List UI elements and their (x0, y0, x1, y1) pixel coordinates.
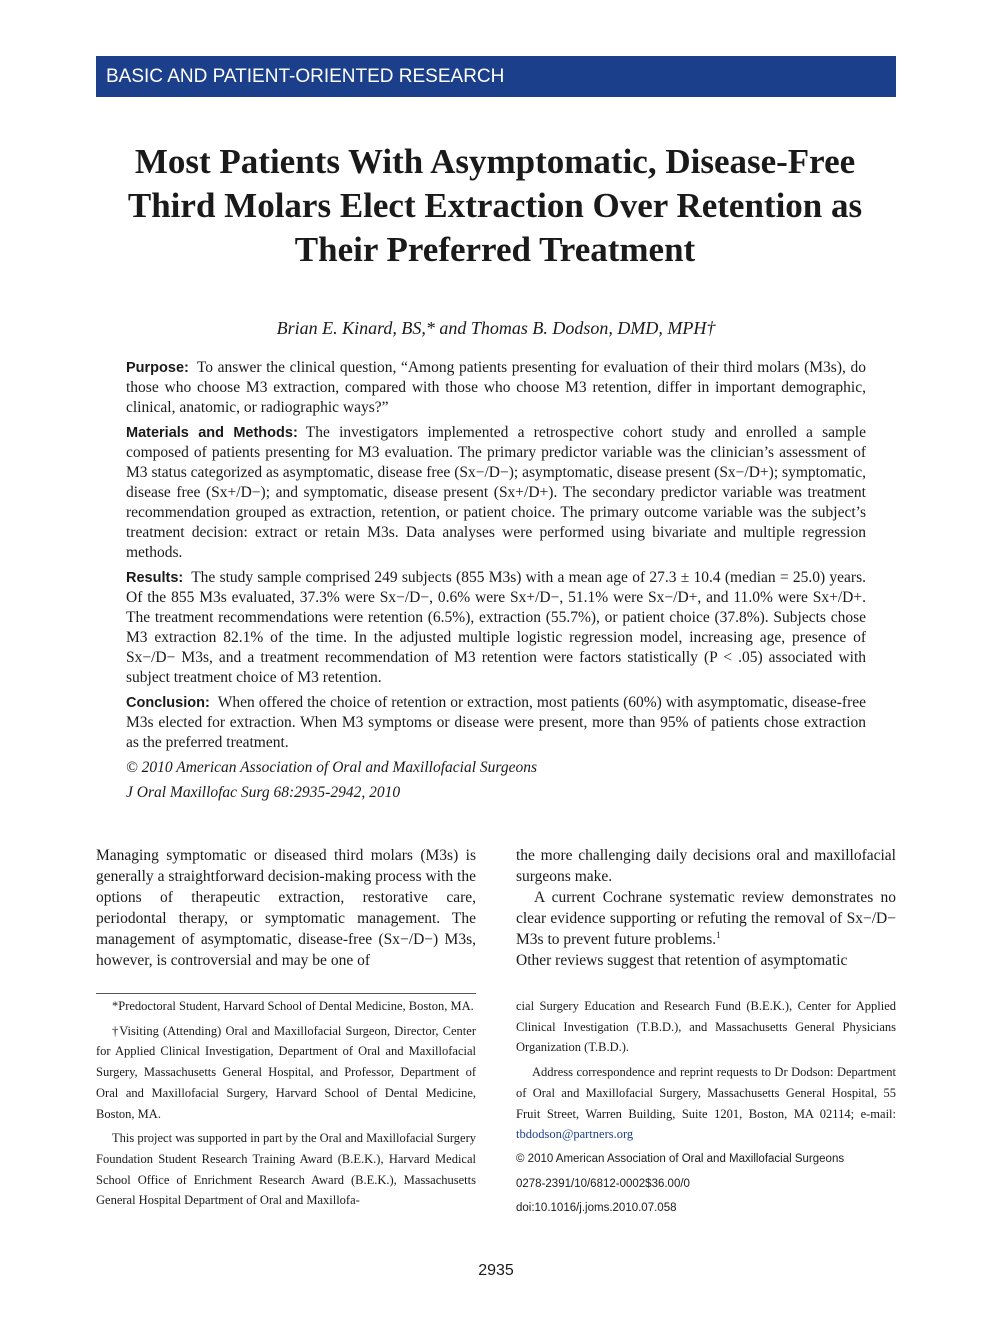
abstract-copyright: © 2010 American Association of Oral and Maxillofacial Surgeons (126, 759, 538, 776)
abstract-purpose (126, 358, 866, 418)
body-paragraph: Other reviews suggest that retention of asymptomatic (516, 952, 848, 969)
body-paragraph: Managing symptomatic or diseased third molars (M3s) is generally a straightforward decision-making process with the options of therapeutic extraction, restorative care, periodontal therapy, or symptomatic management. The management of asymptomatic, disease-free (Sx−/D−) M3s, however, is controversial and may be one of (96, 847, 476, 969)
body-column-left (96, 845, 476, 971)
page-number: 2935 (478, 1262, 514, 1279)
abstract-results (126, 568, 866, 688)
body-paragraph: the more challenging daily decisions oral and maxillofacial surgeons make. (516, 847, 896, 885)
footnote: cial Surgery Education and Research Fund (B.E.K.), Center for Applied Clinical Investigation (T.B.D.), and Massachusetts General Physicians Organization (T.B.D.). (516, 999, 896, 1055)
footnotes-left (96, 996, 476, 1215)
footnote: This project was supported in part by the Oral and Maxillofacial Surgery Foundation Student Research Training Award (B.E.K.), Harvard Medical School Office of Enrichment Research Award (B.E.K.), Massachusetts General Hospital Department of Oral and Maxillofa- (96, 1131, 476, 1208)
footnotes-right (516, 996, 896, 1223)
issn: 0278-2391/10/6812-0002$36.00/0 (516, 1177, 690, 1190)
methods-text: The investigators implemented a retrospective cohort study and enrolled a sample composed of patients presenting for M3 evaluation. The primary predictor variable was the clinician’s assessment of M3 status categorized as asymptomatic, disease free (Sx−/D−); asymptomatic, disease present (Sx−/D+); symptomatic, disease free (Sx+/D−); and symptomatic, disease present (Sx+/D+). The secondary predictor variable was treatment recommendation grouped as extraction, retention, or patient choice. The primary outcome variable was the subject’s treatment decision: extract or retain M3s. Data analyses were performed using bivariate and multiple regression methods. (126, 424, 866, 561)
abstract (126, 358, 866, 808)
correspondence-text: Address correspondence and reprint requests to Dr Dodson: Department of Oral and Maxillofacial Surgery, Massachusetts General Hospital, 55 Fruit Street, Warren Building, Suite 1201, Boston, MA 02114; e-mail: (516, 1065, 896, 1121)
section-banner: BASIC AND PATIENT-ORIENTED RESEARCH (96, 56, 896, 97)
conclusion-text: When offered the choice of retention or extraction, most patients (60%) with asymptomatic, disease-free M3s elected for extraction. When M3 symptoms or disease were present, more than 95% of patients chose extraction as the preferred treatment. (126, 694, 866, 751)
article-authors: Brian E. Kinard, BS,* and Thomas B. Dodson, DMD, MPH† (276, 318, 716, 338)
methods-label: Materials and Methods: (126, 425, 298, 441)
abstract-conclusion (126, 693, 866, 753)
footnote: †Visiting (Attending) Oral and Maxillofacial Surgeon, Director, Center for Applied Clinical Investigation, Department of Oral and Maxillofacial Surgery, Massachusetts General Hospital, and Professor, Department of Oral and Maxillofacial Surgery, Harvard School of Dental Medicine, Boston, MA. (96, 1023, 476, 1121)
purpose-label: Purpose: (126, 360, 189, 376)
results-label: Results: (126, 570, 184, 586)
body-column-right (516, 845, 896, 971)
journal-citation: J Oral Maxillofac Surg 68:2935-2942, 2010 (126, 784, 401, 801)
article-title: Most Patients With Asymptomatic, Disease-Free Third Molars Elect Extraction Over Retention as Their Preferred Treatment (127, 142, 863, 269)
footnote: *Predoctoral Student, Harvard School of Dental Medicine, Boston, MA. (112, 999, 474, 1013)
footnote-divider (96, 993, 476, 994)
email-link[interactable]: tbdodson@partners.org (516, 1127, 634, 1142)
reference-marker[interactable]: 1 (716, 929, 721, 940)
abstract-methods (126, 423, 866, 563)
footnote (516, 1062, 896, 1145)
body-text: A current Cochrane systematic review demonstrates no clear evidence supporting or refuting the removal of Sx−/D− M3s to prevent future problems. (516, 889, 896, 948)
conclusion-label: Conclusion: (126, 695, 210, 711)
results-text: The study sample comprised 249 subjects (855 M3s) with a mean age of 27.3 ± 10.4 (median = 25.0) years. Of the 855 M3s evaluated, 37.3% were Sx−/D−, 0.6% were Sx+/D−, 51.1% were Sx−/D+, and 11.0% were Sx+/D+. The treatment recommendations were retention (6.5%), extraction (55.7%), or patient choice (37.8%). Subjects chose M3 extraction 82.1% of the time. In the adjusted multiple logistic regression model, increasing age, presence of Sx−/D− M3s, and a treatment recommendation of M3 retention were factors statistically (P < .05) associated with subject treatment choice of M3 retention. (126, 569, 866, 686)
doi[interactable]: doi:10.1016/j.joms.2010.07.058 (516, 1202, 677, 1215)
footnote-copyright: © 2010 American Association of Oral and Maxillofacial Surgeons (516, 1152, 845, 1165)
body-paragraph (516, 887, 896, 950)
purpose-text: To answer the clinical question, “Among patients presenting for evaluation of their third molars (M3s), do those who choose M3 extraction, compared with those who choose M3 retention, differ in important demographic, clinical, anatomic, or radiographic ways?” (126, 359, 866, 416)
